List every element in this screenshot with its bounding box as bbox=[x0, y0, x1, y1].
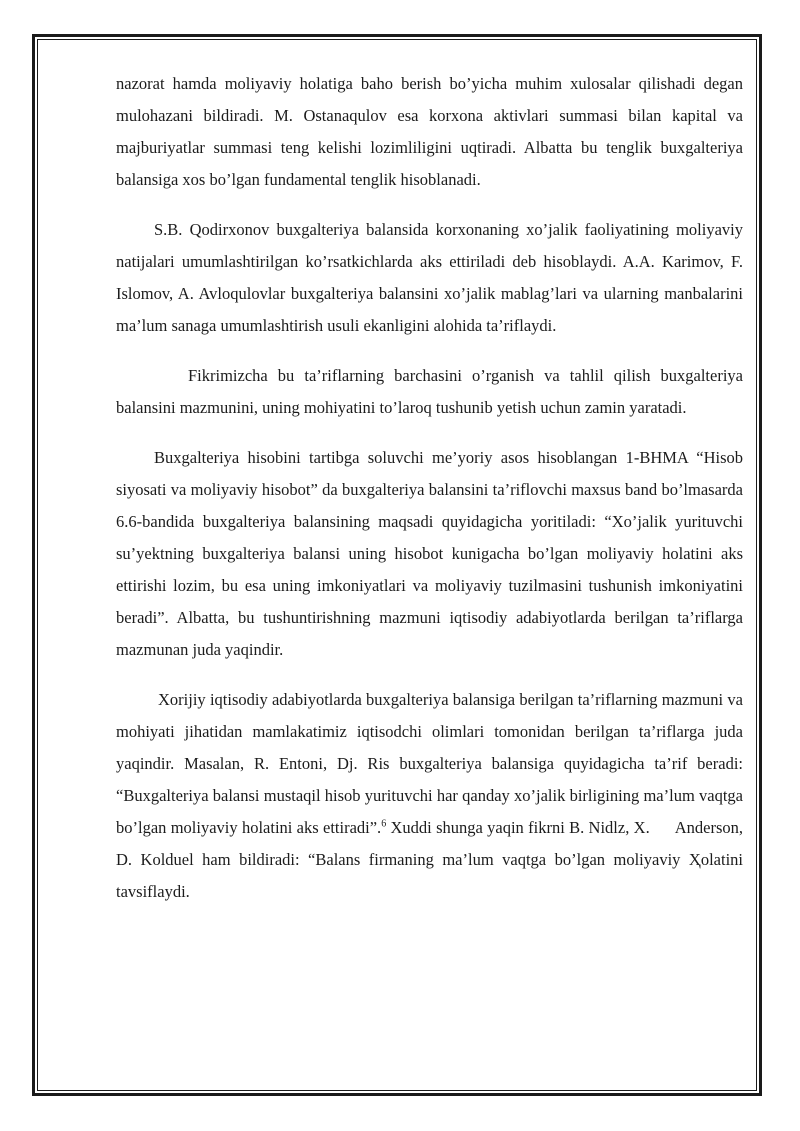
document-body bbox=[116, 68, 748, 926]
paragraph-2: S.B. Qodirxonov buxgalteriya balansida korxonaning xo’jalik faoliyatining moliyaviy natijalari umumlashtirilgan ko’rsatkichlarda aks ettiriladi deb hisoblaydi. A.A. Karimov, F. Islomov, A. Avloqulovlar buxgalteriya balansini xo’jalik mablag’lari va ularning manbalarini ma’lum sanaga umumlashtirish usuli ekanligini alohida ta’riflaydi. bbox=[116, 220, 743, 335]
paragraph-3: Fikrimizcha bu ta’riflarning barchasini o’rganish va tahlil qilish buxgalteriya balansini mazmunini, uning mohiyatini to’laroq tushunib yetish uchun zamin yaratadi. bbox=[116, 366, 743, 417]
paragraph-5-text-before: Xorijiy iqtisodiy adabiyotlarda buxgalteriya balansiga berilgan ta’riflarning mazmuni va mohiyati jihatidan mamlakatimiz iqtisodchi olimlari tomonidan berilgan ta’riflarga juda yaqindir. Masalan, R. Entoni, Dj. Ris buxgalteriya balansiga quyidagicha ta’rif beradi: “Buxgalteriya balansi mustaqil hisob yurituvchi har qanday xo’jalik birligining ma’lum vaqtga bo’lgan moliyaviy holatini aks ettiradi”. bbox=[116, 690, 743, 837]
paragraph-4: Buxgalteriya hisobini tartibga soluvchi me’yoriy asos hisoblangan 1-BHMA “Hisob siyosati va moliyaviy hisobot” da buxgalteriya balansini ta’riflovchi maxsus band bo’lmasarda 6.6-bandida buxgalteriya balansining maqsadi quyidagicha yoritiladi: “Xo’jalik yurituvchi su’yektning buxgalteriya balansi uning hisobot kunigacha bo’lgan moliyaviy holatini aks ettirishi lozim, bu esa uning imkoniyatlari va moliyaviy tuzilmasini tushunish imkoniyatini beradi”. Albatta, bu tushuntirishning mazmuni iqtisodiy adabiyotlarda berilgan ta’riflarga mazmunan juda yaqindir. bbox=[116, 448, 743, 659]
paragraph-1: nazorat hamda moliyaviy holatiga baho berish bo’yicha muhim xulosalar qilishadi degan mulohazani bildiradi. M. Ostanaqulov esa korxona aktivlari summasi bilan kapital va majburiyatlar summasi teng kelishi lozimliligini uqtiradi. Albatta bu tenglik buxgalteriya balansiga xos bo’lgan fundamental tenglik hisoblanadi. bbox=[116, 74, 743, 189]
footnote-reference[interactable]: 6 bbox=[381, 818, 387, 830]
paragraph-5-text-after: Xuddi shunga yaqin fikrni B. Nidlz, X. Anderson, D. Kolduel ham bildiradi: “Balans firmaning ma’lum vaqtga bo’lgan moliyaviy Ҳolatini tavsiflaydi. bbox=[116, 818, 748, 901]
paragraph-5 bbox=[116, 684, 748, 908]
